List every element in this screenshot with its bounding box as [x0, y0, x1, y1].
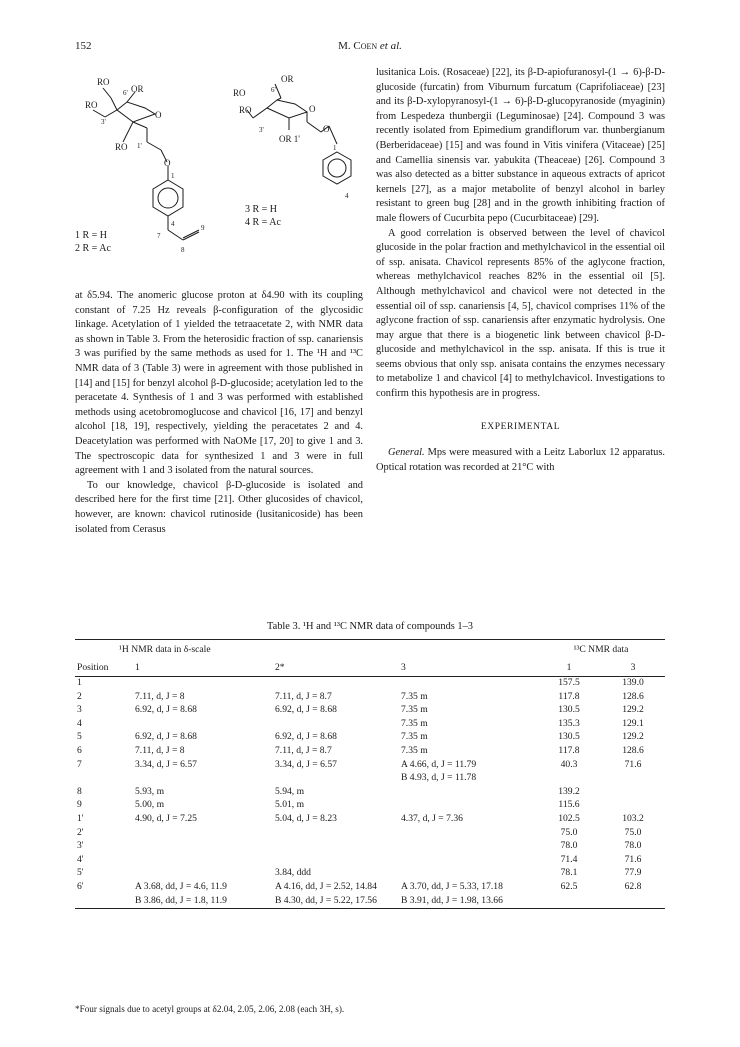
table-cell-h1	[133, 840, 273, 854]
structure-label-oxygen: O	[309, 104, 316, 114]
table-cell-c3: 128.6	[622, 744, 644, 756]
compound-label-3: 3 R = H	[245, 204, 278, 215]
structure-label-position: 3'	[259, 126, 264, 134]
table-cell-c1: 115.6	[558, 799, 580, 811]
table-header-h1: 1	[133, 658, 273, 677]
structure-label-position: 4	[171, 220, 175, 228]
table-cell-c3: 129.2	[622, 704, 644, 716]
table-group-header-c: ¹³C NMR data	[537, 640, 665, 659]
table-row	[75, 677, 665, 691]
body-paragraph: lusitanica Lois. (Rosaceae) [22], its β-D-apiofuranosyl-(1 → 6)-β-D-glucoside (furcatin) from Viburnum furcatum (Caprifoliaceae) [23] and its β-D-xylopyranosyl-(1 → 6)-β-D-glucopyranoside (myaginin) from Lespedeza thunbergii (Leguminosae) [24]. Compound 3 was recently isolated from Epimedium grandiflorum var. thunbergianum (Berberidaceae) [15] and was found in Vitis vinifera (Vitaceae) [25] and Camellia sinensis var. yabukita (Theaceae) [26]. Compound 3 was also detected as a bitter substance in aqueous extracts of apricot kernels [27], as a major metabolite of benzyl alcohol in barley resistant to green bug [28] and in the growth inhibiting fraction of male flowers of Cucurbita pepo (Cucurbitaceae) [29].	[376, 67, 665, 224]
table-cell-pos: 5'	[77, 867, 84, 879]
table-header-empty	[399, 640, 537, 659]
structure-label-position: 1	[333, 144, 337, 152]
structure-label-or: OR	[281, 74, 294, 84]
table-cell-h1: 5.93, m	[135, 785, 165, 797]
structure-label-ro: RO	[239, 105, 252, 115]
table-cell-pos: 3'	[77, 840, 84, 852]
table-cell-h1: 6.92, d, J = 8.68	[135, 704, 197, 716]
table-cell-c1: 139.2	[558, 785, 580, 797]
structure-label-ro: RO	[233, 88, 246, 98]
table-cell-c1: 40.3	[560, 758, 578, 770]
table-cell-h3	[399, 677, 537, 691]
chemical-structures	[75, 62, 367, 280]
table-cell-pos: 6'	[77, 880, 84, 892]
table-cell-pos: 2	[77, 690, 82, 702]
table-cell-h3: 7.35 m	[401, 731, 428, 743]
table-row	[75, 759, 665, 773]
table-cell-h2: 3.84, ddd	[275, 867, 311, 879]
table-cell-h2	[273, 827, 399, 841]
table-row	[75, 718, 665, 732]
table-cell-h2: 3.34, d, J = 6.57	[275, 758, 337, 770]
table-cell-c3	[601, 799, 665, 813]
table-cell-h3: 7.35 m	[401, 690, 428, 702]
structure-label-ro: RO	[85, 100, 98, 110]
structure-label-oxygen: O	[155, 110, 162, 120]
table-cell-h3	[399, 854, 537, 868]
table-cell-h2	[273, 677, 399, 691]
table-cell-c1: 130.5	[558, 704, 580, 716]
table-row	[75, 704, 665, 718]
left-text-column	[75, 289, 363, 537]
table-cell-h2: B 4.30, dd, J = 5.22, 17.56	[273, 895, 399, 909]
table-row	[75, 772, 665, 786]
table-cell-h3: 7.35 m	[401, 744, 428, 756]
table-header-row	[75, 658, 665, 677]
table-cell-h1: 6.92, d, J = 8.68	[135, 731, 197, 743]
structure-label-position: 6'	[123, 89, 128, 97]
table-cell-h3	[399, 799, 537, 813]
table-cell-h1: 5.00, m	[135, 799, 165, 811]
table-cell-h3: B 4.93, d, J = 11.78	[401, 772, 477, 784]
table-row	[75, 881, 665, 895]
table-cell-h2: 6.92, d, J = 8.68	[275, 731, 337, 743]
table-cell-h3	[399, 827, 537, 841]
table-cell-pos	[75, 895, 133, 909]
table-cell-h2	[273, 840, 399, 854]
table-cell-c3: 128.6	[622, 690, 644, 702]
running-head	[0, 40, 740, 52]
table-cell-c3: 71.6	[624, 758, 642, 770]
table-cell-c3: 139.0	[622, 677, 644, 688]
table-cell-h3	[399, 786, 537, 800]
table-cell-h1	[133, 867, 273, 881]
paragraph-text: Mps were measured with a Leitz Laborlux 12 apparatus. Optical rotation was recorded at 21°C with	[376, 447, 665, 473]
table-cell-pos: 9	[77, 799, 82, 811]
table-header-position: Position	[75, 658, 133, 677]
table-cell-h3	[399, 867, 537, 881]
table-cell-h2: A 4.16, dd, J = 2.52, 14.84	[275, 880, 377, 892]
table-cell-h1: B 3.86, dd, J = 1.8, 11.9	[133, 895, 273, 909]
structure-label-position: 1	[171, 172, 175, 180]
table-row	[75, 799, 665, 813]
structure-label-ro: RO	[115, 142, 128, 152]
running-head-author-sc: oen	[360, 40, 378, 52]
table-cell-h2: 5.04, d, J = 8.23	[275, 812, 337, 824]
table-cell-h2	[273, 854, 399, 868]
table-cell-c3: 71.6	[624, 853, 642, 865]
nmr-table-body	[75, 677, 665, 909]
table-cell-h2: 5.94, m	[275, 785, 305, 797]
body-paragraph: at δ5.94. The anomeric glucose proton at δ4.90 with its coupling constant of 7.25 Hz reveals β-configuration of the glycosidic linkage. Acetylation of 1 yielded the tetraacetate 2, with NMR data as shown in Table 3. From the heterosidic fraction of ssp. canariensis 3 was purified by the same methods as used for 1. The ¹H and ¹³C NMR data of 3 (Table 3) were in agreement with those published in [14] and [15] for benzyl alcohol β-D-glucoside; acetylation led to the peracetate 4. Synthesis of 1 and 3 was performed with established methods using acetobromoglucose and chavicol [16, 17] and benzyl alcohol [18, 19], respectively, yielding the peracetates 2 and 4. Deacetylation was performed with NaOMe [17, 20] to give 1 and 3. The spectroscopic data for synthesized 1 and 3 were in full agreement with 1 and 3 isolated from the natural sources.	[75, 290, 363, 477]
table-cell-h2	[273, 718, 399, 732]
table-cell-c1: 78.1	[560, 867, 578, 879]
table-cell-h2: 6.92, d, J = 8.68	[275, 704, 337, 716]
table-cell-pos: 3	[77, 704, 82, 716]
table-cell-c3: 75.0	[624, 826, 642, 838]
structure-label-position: 6'	[271, 86, 276, 94]
table-cell-c1: 62.5	[560, 880, 578, 892]
structure-chavicol-glucoside	[93, 88, 199, 240]
table-cell-pos: 4	[77, 717, 82, 729]
table-cell-pos: 6	[77, 744, 82, 756]
table-header-h2: 2*	[273, 658, 399, 677]
table-cell-c1	[537, 772, 601, 786]
structure-label-ro: RO	[97, 77, 110, 87]
table-cell-h2: 7.11, d, J = 8.7	[275, 744, 332, 756]
table-cell-c3: 129.1	[622, 717, 644, 729]
structure-label-or: OR	[131, 84, 144, 94]
table-row	[75, 786, 665, 800]
structure-label-position: 4	[345, 192, 349, 200]
table-row	[75, 895, 665, 909]
structure-label-position: 7	[157, 232, 161, 240]
table-cell-c3: 129.2	[622, 731, 644, 743]
table-cell-h3: A 3.70, dd, J = 5.33, 17.18	[401, 880, 503, 892]
table-row	[75, 867, 665, 881]
table-cell-c3: 62.8	[624, 880, 642, 892]
compound-label-2: 2 R = Ac	[75, 243, 111, 254]
table-row	[75, 745, 665, 759]
right-text-column	[376, 66, 665, 475]
body-paragraph: To our knowledge, chavicol β-D-glucoside is isolated and described here for the first time [21]. Other glucosides of chavicol, however, are known: chavicol rutinoside (lusitanicoside) has been isolated from Cerasus	[75, 479, 363, 535]
table-cell-h2: 5.01, m	[275, 799, 305, 811]
nmr-table-container	[75, 639, 665, 909]
table-cell-h1	[133, 827, 273, 841]
table-cell-h3: 4.37, d, J = 7.36	[401, 812, 463, 824]
table-row	[75, 827, 665, 841]
table-cell-h1: A 3.68, dd, J = 4.6, 11.9	[135, 880, 227, 892]
table-cell-h1	[133, 854, 273, 868]
table-cell-pos: 1	[77, 677, 82, 688]
table-cell-pos: 4'	[77, 853, 84, 865]
structure-label-oxygen: O	[164, 158, 171, 168]
table-row	[75, 840, 665, 854]
table-row	[75, 854, 665, 868]
table-cell-h2: 7.11, d, J = 8.7	[275, 690, 332, 702]
table-cell-c3	[601, 772, 665, 786]
table-cell-h1: 3.34, d, J = 6.57	[135, 758, 197, 770]
table-cell-c1: 102.5	[558, 812, 580, 824]
table-row	[75, 691, 665, 705]
table-header-c1: 1	[537, 658, 601, 677]
table-cell-h1	[133, 677, 273, 691]
table-group-header-h: ¹H NMR data in δ-scale	[75, 640, 399, 659]
table-header-c3: 3	[601, 658, 665, 677]
table-cell-pos	[75, 772, 133, 786]
structure-label-or: OR 1'	[279, 134, 300, 144]
table-cell-c1: 117.8	[558, 690, 580, 702]
table-cell-h3: 7.35 m	[401, 704, 428, 716]
table-footnote: *Four signals due to acetyl groups at δ2.04, 2.05, 2.06, 2.08 (each 3H, s).	[75, 1004, 345, 1014]
table-row	[75, 813, 665, 827]
section-heading-experimental: EXPERIMENTAL	[480, 421, 561, 432]
table-cell-h1: 7.11, d, J = 8	[135, 690, 185, 702]
table-group-header-row	[75, 640, 665, 659]
compound-label-1: 1 R = H	[75, 230, 108, 241]
table-cell-h2	[273, 772, 399, 786]
table-cell-c3: 78.0	[624, 840, 642, 852]
nmr-data-table	[75, 639, 665, 909]
table-cell-c1: 117.8	[558, 744, 580, 756]
table-caption: Table 3. ¹H and ¹³C NMR data of compounds 1–3	[266, 621, 473, 632]
structure-label-position: 3'	[101, 118, 106, 126]
body-paragraph	[376, 446, 665, 475]
table-cell-c3: 103.2	[622, 812, 644, 824]
running-head-author: M. C	[338, 40, 361, 52]
body-paragraph: A good correlation is observed between the level of chavicol glucoside in the polar fraction and methylchavicol in the essential oil of ssp. anisata. Chavicol represents 85% of the aglycone fraction, whereas methylchavicol reaches 82% in the essential oil [5]. Although methylchavicol and chavicol were not detected in the essential oil of ssp. canariensis [4, 5], chavicol comprises 11% of the aglycone fraction of ssp. canariensis after enzymatic hydrolysis. One may argue that there is a biogenetic link between chavicol β-D-glucoside and methylchavicol in the ssp. anisata. If this is true it seems obvious that only ssp. anisata contains the enzymes necessary to metabolize 1 and chavicol [4] to methylchavicol. Investigations to confirm this hypothesis are in progress.	[376, 227, 665, 400]
structure-label-position: 1'	[137, 142, 142, 150]
table-cell-h3	[399, 840, 537, 854]
table-cell-pos: 7	[77, 758, 82, 770]
table-cell-c1: 157.5	[558, 677, 580, 688]
table-cell-pos: 2'	[77, 826, 84, 838]
table-cell-h3: B 3.91, dd, J = 1.98, 13.66	[399, 895, 537, 909]
structure-label-position: 9	[201, 224, 205, 232]
table-cell-h1: 4.90, d, J = 7.25	[135, 812, 197, 824]
table-cell-pos: 5	[77, 731, 82, 743]
running-head-etal: et al.	[377, 40, 402, 52]
table-cell-c1: 78.0	[560, 840, 578, 852]
table-cell-c1: 135.3	[558, 717, 580, 729]
table-cell-c3	[601, 895, 665, 909]
table-cell-c1: 71.4	[560, 853, 578, 865]
table-cell-c3	[601, 786, 665, 800]
structure-label-oxygen: O	[323, 124, 330, 134]
table-cell-c3: 77.9	[624, 867, 642, 879]
table-cell-c1: 75.0	[560, 826, 578, 838]
table-row	[75, 731, 665, 745]
table-cell-h1	[133, 772, 273, 786]
table-cell-c1: 130.5	[558, 731, 580, 743]
table-cell-h1: 7.11, d, J = 8	[135, 744, 185, 756]
paragraph-lead: General.	[388, 447, 425, 459]
table-cell-h3: A 4.66, d, J = 11.79	[401, 758, 477, 770]
page-number: 152	[75, 40, 92, 52]
table-cell-h3: 7.35 m	[401, 717, 428, 729]
table-cell-c1	[537, 895, 601, 909]
table-cell-pos: 8	[77, 785, 82, 797]
table-cell-pos: 1'	[77, 812, 84, 824]
compound-label-4: 4 R = Ac	[245, 217, 281, 228]
structure-label-position: 8	[181, 246, 185, 254]
table-cell-h1	[133, 718, 273, 732]
table-header-h3: 3	[399, 658, 537, 677]
